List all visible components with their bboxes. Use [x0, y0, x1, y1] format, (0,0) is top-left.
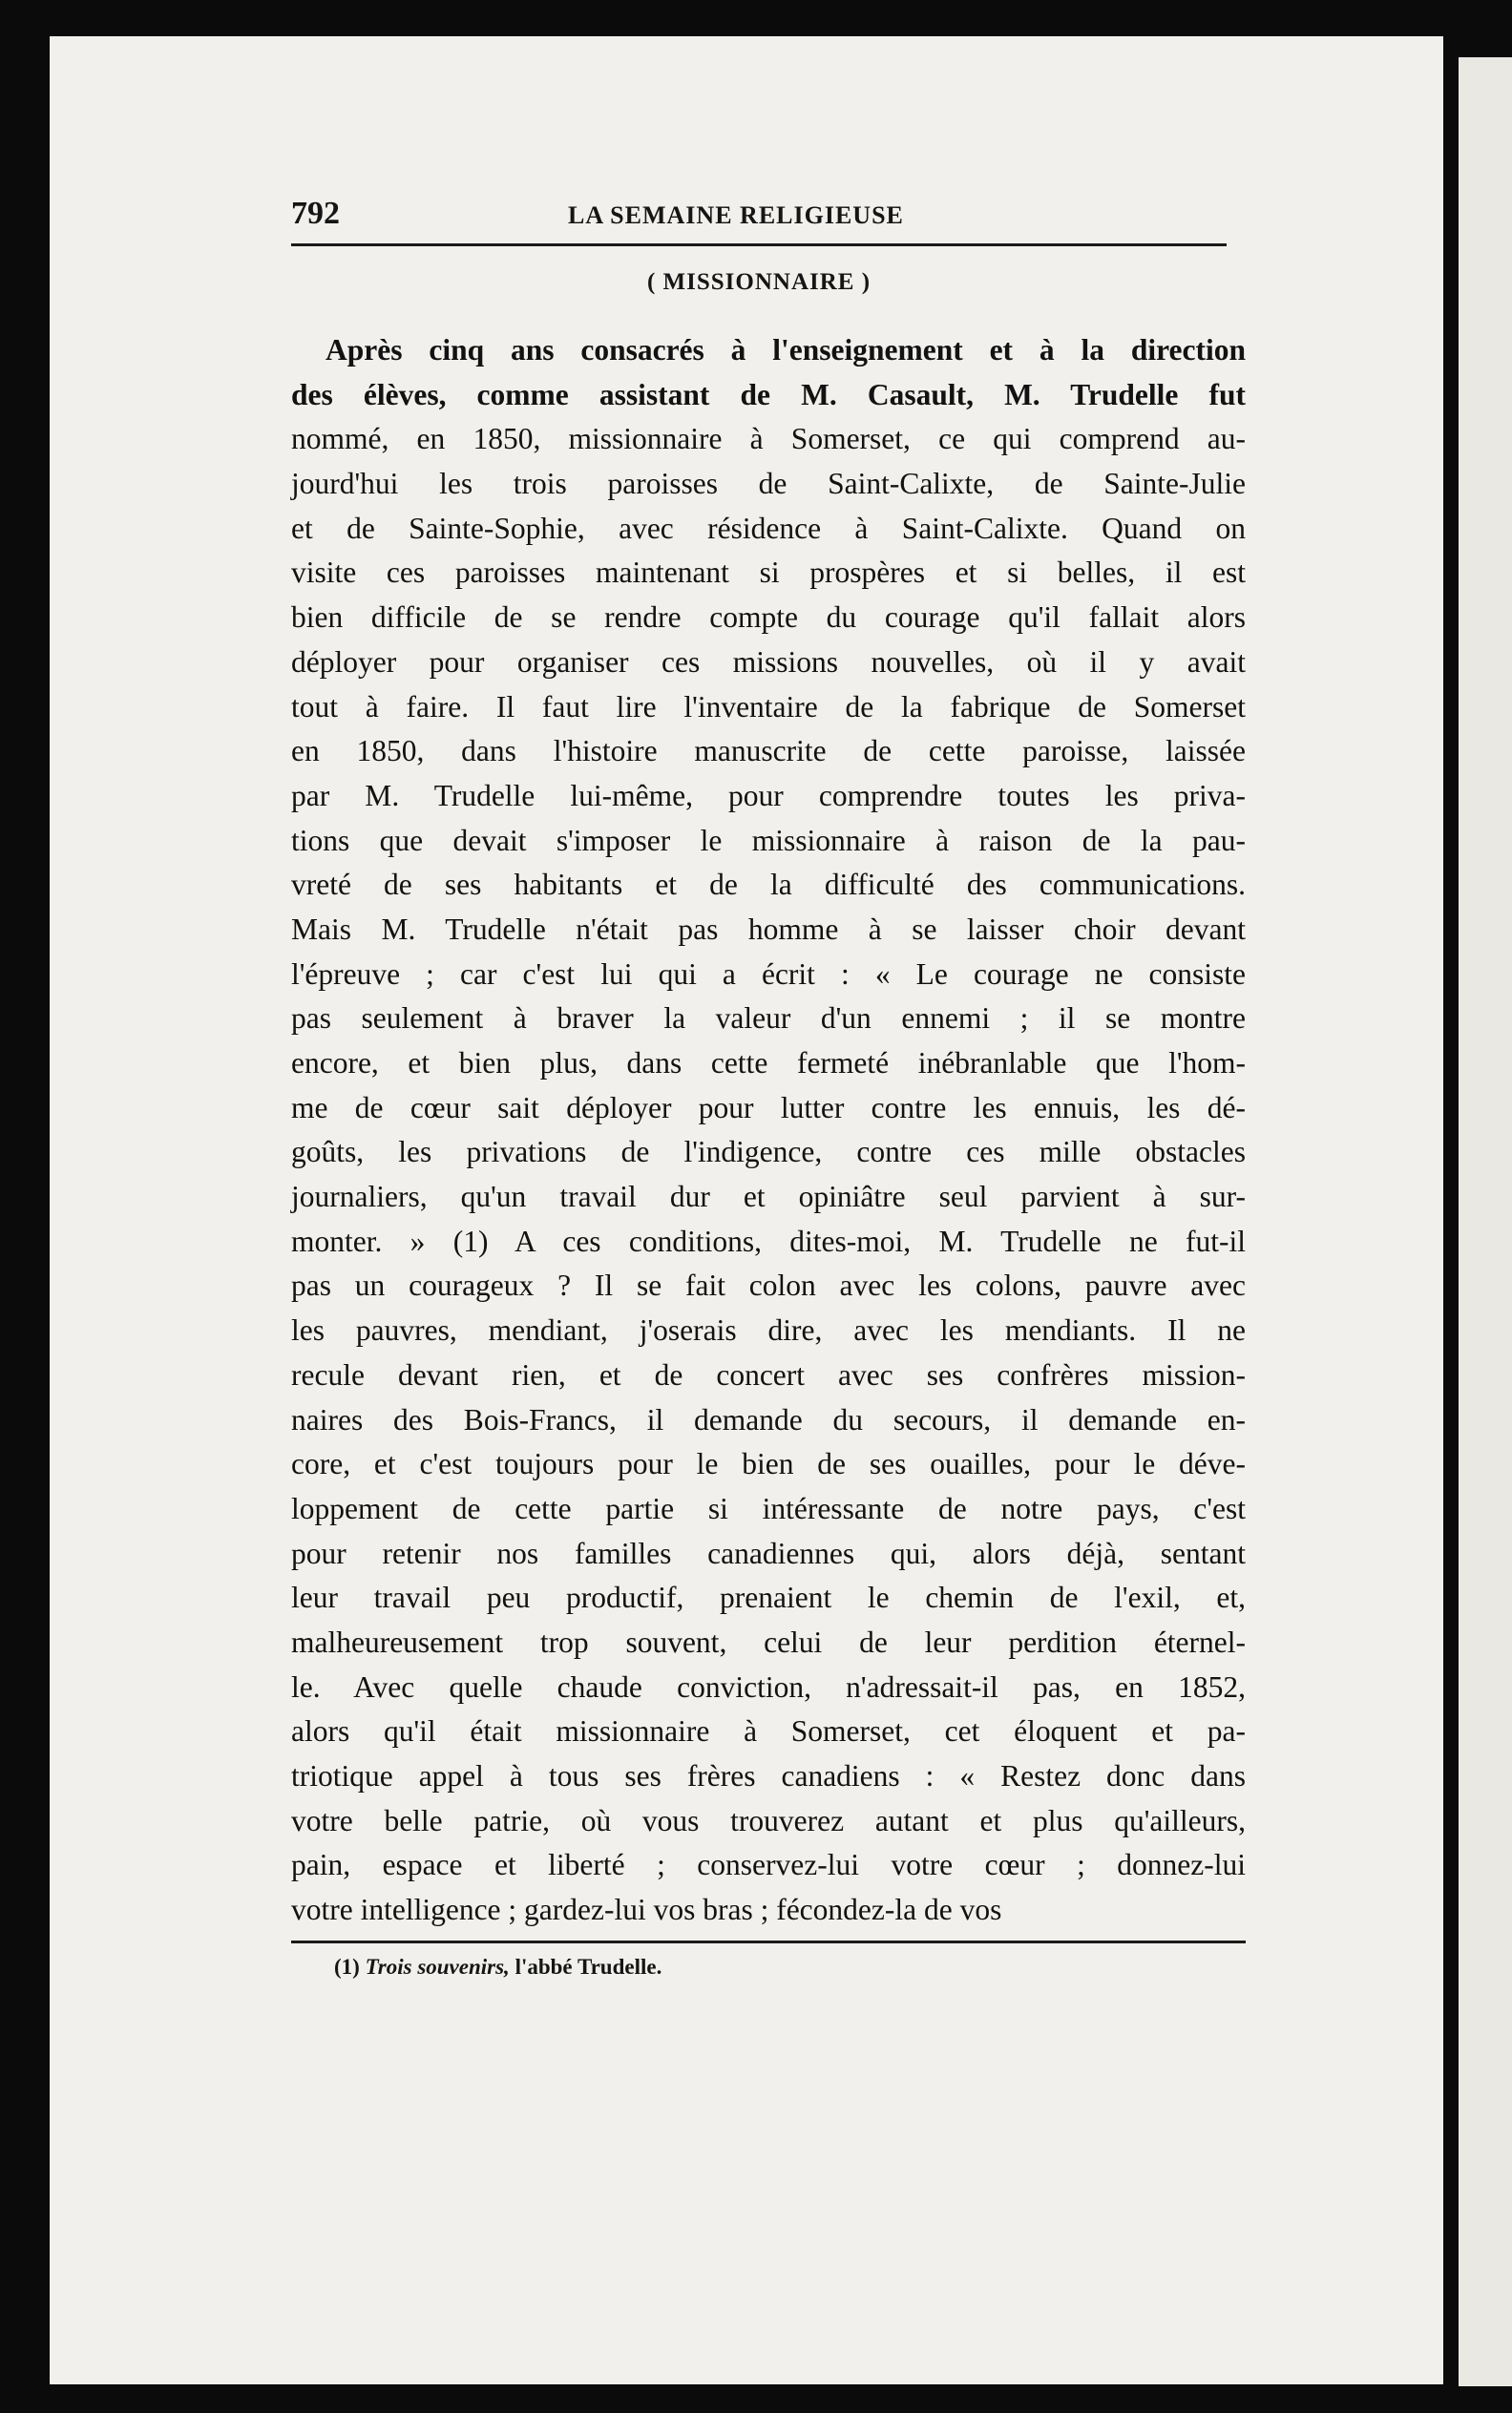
text-line: par M. Trudelle lui-même, pour comprendre toutes les priva- [291, 778, 1246, 812]
text-line: déployer pour organiser ces missions nouvelles, où il y avait [291, 644, 1246, 679]
footnote-author: l'abbé Trudelle. [514, 1955, 662, 1979]
text-line: tout à faire. Il faut lire l'inventaire de la fabrique de Somerset [291, 689, 1246, 724]
text-line: goûts, les privations de l'indigence, contre ces mille obstacles [291, 1135, 1246, 1169]
text-line: bien difficile de se rendre compte du courage qu'il fallait alors [291, 600, 1246, 635]
header-rule [291, 243, 1227, 246]
text-line: journaliers, qu'un travail dur et opiniâtre seul parvient à sur- [291, 1180, 1246, 1214]
text-line: Après cinq ans consacrés à l'enseignement et à la direction [326, 333, 1246, 367]
text-line: le. Avec quelle chaude conviction, n'adressait-il pas, en 1852, [291, 1669, 1246, 1704]
text-line: loppement de cette partie si intéressante de notre pays, c'est [291, 1491, 1246, 1525]
text-line: alors qu'il était missionnaire à Somerset, cet éloquent et pa- [291, 1714, 1246, 1749]
text-line: triotique appel à tous ses frères canadiens : « Restez donc dans [291, 1759, 1246, 1793]
footnote-title: Trois souvenirs, [365, 1955, 510, 1979]
text-line: jourd'hui les trois paroisses de Saint-Calixte, de Sainte-Julie [291, 467, 1246, 501]
text-line: en 1850, dans l'histoire manuscrite de cette paroisse, laissée [291, 734, 1246, 768]
footnote-rule [291, 1941, 1246, 1943]
text-line: Mais M. Trudelle n'était pas homme à se laisser choir devant [291, 912, 1246, 946]
text-line: votre belle patrie, où vous trouverez autant et plus qu'ailleurs, [291, 1803, 1246, 1837]
text-line: monter. » (1) A ces conditions, dites-moi, M. Trudelle ne fut-il [291, 1224, 1246, 1258]
text-line: visite ces paroisses maintenant si prospères et si belles, il est [291, 556, 1246, 590]
text-line: recule devant rien, et de concert avec ses confrères mission- [291, 1357, 1246, 1392]
text-line: des élèves, comme assistant de M. Casault, M. Trudelle fut [291, 377, 1246, 411]
text-line: leur travail peu productif, prenaient le chemin de l'exil, et, [291, 1581, 1246, 1615]
text-line: pour retenir nos familles canadiennes qui, alors déjà, sentant [291, 1536, 1246, 1570]
footnote [334, 1955, 662, 1980]
text-line: naires des Bois-Francs, il demande du secours, il demande en- [291, 1402, 1246, 1437]
text-line: pas un courageux ? Il se fait colon avec les colons, pauvre avec [291, 1269, 1246, 1303]
text-line: les pauvres, mendiant, j'oserais dire, avec les mendiants. Il ne [291, 1313, 1246, 1348]
page-header [291, 196, 1227, 243]
section-label: ( MISSIONNAIRE ) [646, 269, 872, 295]
text-line: me de cœur sait déployer pour lutter contre les ennuis, les dé- [291, 1090, 1246, 1124]
text-line: nommé, en 1850, missionnaire à Somerset, ce qui comprend au- [291, 422, 1246, 456]
adjacent-page-edge [1459, 57, 1512, 2386]
text-line: pas seulement à braver la valeur d'un ennemi ; il se montre [291, 1001, 1246, 1036]
text-line: et de Sainte-Sophie, avec résidence à Saint-Calixte. Quand on [291, 511, 1246, 545]
footnote-marker: (1) [334, 1955, 360, 1979]
page-number: 792 [291, 196, 340, 231]
text-line: malheureusement trop souvent, celui de leur perdition éternel- [291, 1625, 1246, 1659]
text-line: l'épreuve ; car c'est lui qui a écrit : « Le courage ne consiste [291, 956, 1246, 991]
text-line: core, et c'est toujours pour le bien de ses ouailles, pour le déve- [291, 1447, 1246, 1481]
text-line: votre intelligence ; gardez-lui vos bras ; fécondez-la de vos [291, 1893, 1002, 1927]
body-text [291, 328, 1246, 1933]
text-line: pain, espace et liberté ; conservez-lui votre cœur ; donnez-lui [291, 1848, 1246, 1882]
text-line: tions que devait s'imposer le missionnaire à raison de la pau- [291, 823, 1246, 857]
text-line: vreté de ses habitants et de la difficulté des communications. [291, 868, 1246, 902]
running-title: LA SEMAINE RELIGIEUSE [568, 201, 904, 229]
text-line: encore, et bien plus, dans cette fermeté inébranlable que l'hom- [291, 1046, 1246, 1080]
